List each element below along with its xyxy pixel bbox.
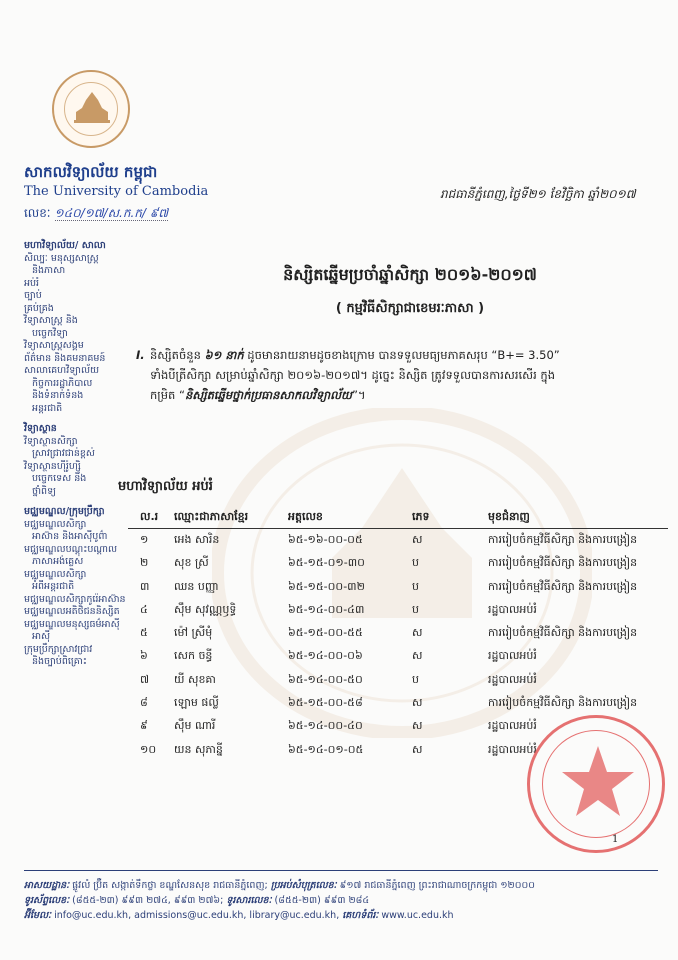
sidebar-item: និងទំនាក់ទំនង xyxy=(32,390,84,401)
document-date: រាជធានីភ្នំពេញ,ថ្ងៃទី២១ ខែវិច្ឆិកា ឆ្នាំ២០១៧ xyxy=(440,187,636,201)
sidebar-heading: មជ្ឈមណ្ឌល/ក្រុមប្រឹក្សា xyxy=(24,506,105,517)
sidebar-gap xyxy=(24,498,132,506)
cell-name: យី សុខគា xyxy=(174,672,216,686)
sidebar-item: វិទ្យាសាស្ត្រ និង xyxy=(24,315,78,326)
sidebar-item: សិល្បៈ មនុស្សសាស្ត្រ xyxy=(24,252,99,264)
cell-no: ៥ xyxy=(140,626,148,640)
cell-no: ៣ xyxy=(140,579,150,593)
table-row xyxy=(128,669,668,692)
table-row xyxy=(128,529,668,552)
sidebar-item: អប់រំ xyxy=(24,277,40,289)
cell-major: ការរៀបចំកម្មវិធីសិក្សា និងការបង្រៀន xyxy=(488,579,638,593)
cell-id: ៦៥-១៤-០០-៤០ xyxy=(288,719,363,733)
sidebar-item: និងភាសា xyxy=(32,265,66,276)
table-row xyxy=(128,692,668,715)
sidebar-item: សាលាគេហវិទ្យាល័យ xyxy=(24,365,100,376)
cell-id: ៦៥-១៤-០១-០៥ xyxy=(288,742,364,756)
cell-no: ២ xyxy=(140,556,149,570)
sidebar-item: មជ្ឈមណ្ឌលបណ្តុះបណ្តាល xyxy=(24,543,118,555)
cell-name: អេង សារិន xyxy=(174,533,220,546)
university-name-khmer: សាកលវិទ្យាល័យ កម្ពុជា xyxy=(24,163,158,181)
sidebar-item: ថ្នាំពិទ្យ xyxy=(32,485,56,497)
sidebar-item: ក្រុមប្រឹក្សាស្រាវជ្រាវ xyxy=(24,643,93,655)
para-line-2: ទាំងបីត្រីសិក្សា សម្រាប់ឆ្នាំសិក្សា ២០១៦-២០១៧។ ដូច្នេះ និស្សិត ត្រូវទទួលបានការសរសើរ ក្នុង xyxy=(150,368,555,382)
footer-line-address: អាសយដ្ឋានៈ ផ្លូវលំ ប្រ៊ឺត សង្កាត់ទឹកថ្លា ខណ្ឌសែនសុខ រាជធានីភ្នំពេញ; ប្រអប់សំបុត្រលេខៈ ៩១៧ រាជធានីភ្នំពេញ ព្រះរាជាណាចក្រកម្ពុជា ១២០០០ xyxy=(24,880,535,891)
cell-no: ៧ xyxy=(140,672,150,686)
table-row xyxy=(128,645,668,668)
university-name-english: The University of Cambodia xyxy=(24,184,209,199)
cell-id: ៦៥-១៥-០១-៣០ xyxy=(288,556,365,570)
sidebar-item: កិច្ចការរដ្ឋាភិបាល xyxy=(32,377,93,389)
faculty-heading: មហាវិទ្យាល័យ អប់រំ xyxy=(118,479,213,494)
sidebar-item: ស្រាវជ្រាវជាន់ខ្ពស់ xyxy=(32,448,95,459)
table-header xyxy=(128,506,668,529)
cell-no: ៦ xyxy=(140,649,148,663)
cell-sex: ប xyxy=(412,579,419,593)
footer-contact xyxy=(24,878,664,923)
cell-no: ១ xyxy=(140,533,149,546)
cell-sex: ស xyxy=(412,533,423,546)
cell-sex: ប xyxy=(412,602,419,616)
header-sex: ភេទ xyxy=(412,510,430,523)
cell-sex: ស xyxy=(412,626,423,640)
cell-name: ឡោម ផល្លី xyxy=(174,696,219,710)
cell-name: សេក ចន្ធី xyxy=(174,649,213,663)
cell-no: ៩ xyxy=(140,719,148,733)
sidebar-heading: មហាវិទ្យាល័យ/ សាលា xyxy=(24,240,106,251)
sidebar-item: វិទ្យាស្ថានហ៊ីរ៉ូហ្ស៊ិ xyxy=(24,460,81,472)
sidebar-item: អន្តរជាតិ xyxy=(32,402,63,414)
header-major: មុខជំនាញ xyxy=(488,510,530,523)
cell-sex: ស xyxy=(412,742,423,756)
reference-value: ១៤០/១៧/ស.ក.ក/ ៩៧ xyxy=(54,206,169,220)
cell-major: រដ្ឋបាលអប់រំ xyxy=(488,602,537,616)
cell-major: ការរៀបចំកម្មវិធីសិក្សា និងការបង្រៀន xyxy=(488,533,638,546)
header-id: អត្តលេខ xyxy=(288,510,323,523)
sidebar-item: អាស៊ី xyxy=(32,631,51,642)
sidebar-item: មជ្ឈមណ្ឌលសិក្សា xyxy=(24,518,87,530)
cell-id: ៦៥-១៥-០០-៥៨ xyxy=(288,696,363,710)
cell-no: ៤ xyxy=(140,602,148,616)
footer-line-phone: ទូរស័ព្ទលេខៈ (៨៥៥-២៣) ៩៩៣ ២៧៤, ៩៩៣ ២៧៦; ទូរសារលេខៈ (៨៥៥-២៣) ៩៩៣ ២៨៤ xyxy=(24,895,370,906)
sidebar-item: វិទ្យាសាស្ត្រសង្គម xyxy=(24,340,84,351)
cell-id: ៦៥-១៤-០០-០៦ xyxy=(288,649,363,663)
table-row xyxy=(128,576,668,599)
cell-no: ១០ xyxy=(140,742,157,756)
reference-label: លេខៈ xyxy=(24,206,51,220)
temple-icon xyxy=(70,86,114,130)
footer-divider xyxy=(24,870,658,871)
sidebar-item: មជ្ឈមណ្ឌលមនុស្សធម៌អាស៊ី xyxy=(24,618,120,630)
cell-no: ៨ xyxy=(140,696,148,710)
university-logo xyxy=(52,70,130,148)
sidebar-item: គ្រប់គ្រង xyxy=(24,302,54,314)
document-title: និស្សិតឆ្នើមប្រចាំឆ្នាំសិក្សា ២០១៦-២០១៧ xyxy=(283,265,537,284)
sidebar-heading: វិទ្យាស្ថាន xyxy=(24,423,57,434)
para-line-3: កម្រិត “និស្សិតឆ្នើមថ្នាក់ប្រធានសាកលវិទ្យាល័យ”។ xyxy=(150,388,366,402)
cell-name: ឈន បញ្ញា xyxy=(174,579,219,593)
official-stamp xyxy=(527,715,665,853)
table-row xyxy=(128,552,668,575)
sidebar-item: ភាសាអង់គ្លេស xyxy=(32,556,84,567)
cell-major: រដ្ឋបាលអប់រំ xyxy=(488,649,537,663)
sidebar-item: មជ្ឈមណ្ឌលសិក្សា xyxy=(24,568,87,580)
cell-name: ម៉ៅ ស្រីមុំ xyxy=(174,626,213,640)
cell-major: ការរៀបចំកម្មវិធីសិក្សា និងការបង្រៀន xyxy=(488,696,638,710)
cell-name: យន សុភាន្នី xyxy=(174,742,223,756)
table-row xyxy=(128,599,668,622)
cell-sex: ប xyxy=(412,556,419,570)
para-line-1: និស្សិតចំនួន ៦១ នាក់ ដូចមានរាយនាមដូចខាងក្រោម បានទទួលមធ្យមភាគសរុប “B+= 3.50” xyxy=(150,348,560,362)
sidebar-item: ព័ត៌មាន និងគមនាគមន៍ xyxy=(24,352,106,364)
cell-major: ការរៀបចំកម្មវិធីសិក្សា និងការបង្រៀន xyxy=(488,556,638,570)
document-subtitle: ( កម្មវិធីសិក្សាជាខេមរៈភាសា ) xyxy=(335,301,485,316)
sidebar-item: អំពីអន្តរជាតិ xyxy=(32,581,75,592)
header-name: ឈ្មោះជាភាសាខ្មែរ xyxy=(174,510,249,523)
cell-id: ៦៥-១៤-០០-៤៣ xyxy=(288,602,365,616)
paragraph-number: I. xyxy=(136,348,145,362)
cell-id: ៦៥-១៤-០០-៥០ xyxy=(288,672,363,686)
cell-id: ៦៥-១៥-០០-៥៥ xyxy=(288,626,363,640)
cell-name: សុខ ស្រី xyxy=(174,556,209,570)
star-icon xyxy=(558,742,638,822)
cell-major: ការរៀបចំកម្មវិធីសិក្សា និងការបង្រៀន xyxy=(488,626,638,640)
sidebar-item: វិទ្យាស្ថានសិក្សា xyxy=(24,435,78,447)
page-number: 1 xyxy=(612,834,619,845)
sidebar-item: បច្ចេកទេស និង xyxy=(32,473,87,484)
sidebar-item: និងច្បាប់ពិគ្រោះ xyxy=(32,656,87,667)
sidebar-gap xyxy=(24,415,132,423)
cell-sex: ស xyxy=(412,649,423,663)
cell-name: ស៊ឹម ណារី xyxy=(174,719,216,733)
footer-line-email: អ៊ីមែលៈ info@uc.edu.kh, admissions@uc.edu.kh, library@uc.edu.kh, គេហទំព័រៈ www.uc.edu.kh xyxy=(24,910,454,921)
cell-major: រដ្ឋបាលអប់រំ xyxy=(488,672,537,686)
cell-sex: ស xyxy=(412,719,423,733)
intro-paragraph xyxy=(136,345,650,405)
sidebar-item: អាស៊ាន និងអាស៊ីបូព៌ា xyxy=(32,531,108,542)
cell-id: ៦៥-១៦-០០-០៥ xyxy=(288,533,363,546)
cell-major: រដ្ឋបាលអប់រំ xyxy=(488,719,537,733)
sidebar-item: ច្បាប់ xyxy=(24,290,42,301)
cell-name: ស៊ឹម សុវណ្ណឫទ្ធិ xyxy=(174,602,237,616)
sidebar-departments xyxy=(24,240,132,669)
cell-sex: ស xyxy=(412,696,423,710)
sidebar-item: មជ្ឈមណ្ឌលអតិថិជននិស្សិត xyxy=(24,606,120,617)
cell-sex: ប xyxy=(412,672,419,686)
cell-major: រដ្ឋបាលអប់រំ xyxy=(488,742,537,756)
table-row xyxy=(128,622,668,645)
sidebar-item: មជ្ឈមណ្ឌលសិក្សាកូរ៉េអាស៊ាន xyxy=(24,593,126,605)
reference-number xyxy=(24,205,168,223)
sidebar-item: បច្ចេកវិទ្យា xyxy=(32,327,68,339)
cell-id: ៦៥-១៥-០០-៣២ xyxy=(288,579,365,593)
header-no: ល.រ xyxy=(140,510,159,523)
